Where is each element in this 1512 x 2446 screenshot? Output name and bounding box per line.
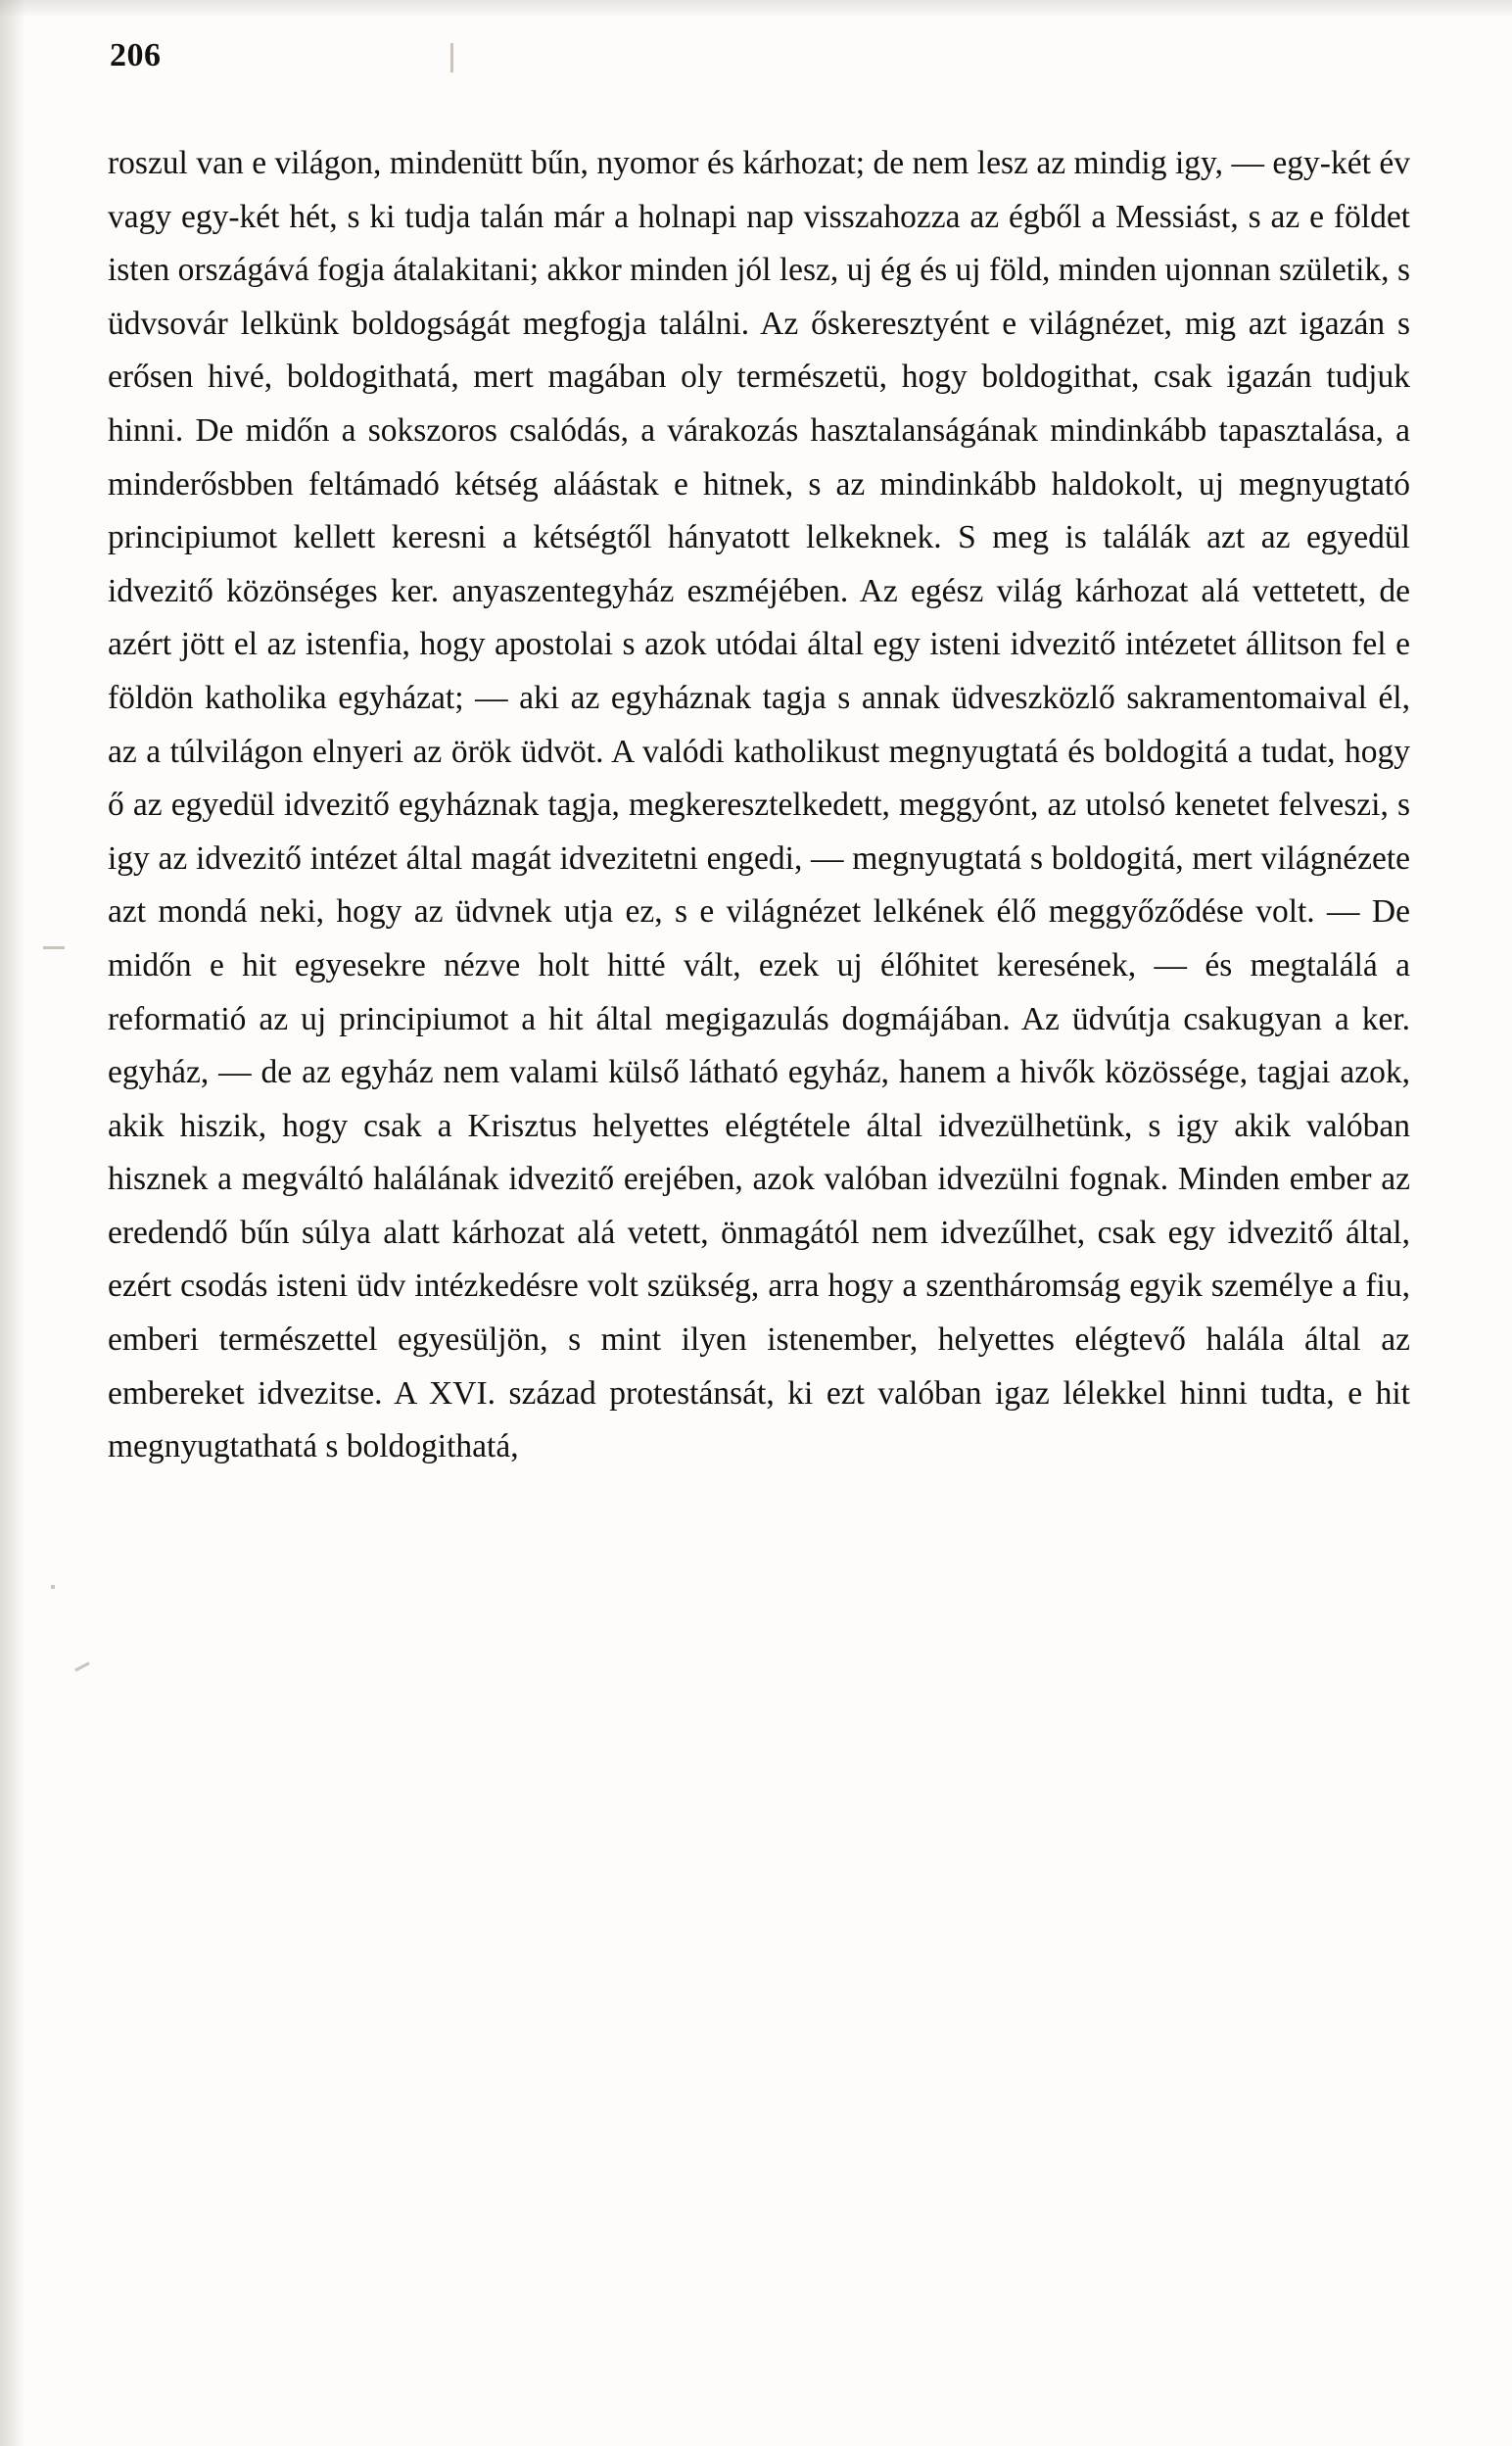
body-paragraph: roszul van e világon, mindenütt bűn, nyomor és kárhozat; de nem lesz az mindig igy, — egy-két év vagy egy-két hét, s ki tudja talán már a holnapi nap visszahozza az égből a Messiást, s az e földet isten országává fogja átalakitani; akkor minden jól lesz, uj ég és uj föld, minden ujonnan születik, s üdvsovár lelkünk boldogságát megfogja találni. Az őskeresztyént e világnézet, mig azt igazán s erősen hivé, boldogithatá, mert magában oly természetü, hogy boldogithat, csak igazán tudjuk hinni. De midőn a sokszoros csalódás, a várakozás hasztalanságának mindinkább tapasztalása, a minderősbben feltámadó kétség aláástak e hitnek, s az mindinkább haldokolt, uj megnyugtató principiumot kellett keresni a kétségtől hányatott lelkeknek. S meg is találák azt az egyedül idvezitő közönséges ker. anyaszentegyház eszméjében. Az egész világ kárhozat alá vettetett, de azért jött el az istenfia, hogy apostolai s azok utódai által egy isteni idvezitő intézetet állitson fel e földön katholika egyházat; — aki az egyháznak tagja s annak üdveszközlő sakramentomaival él, az a túlvilágon elnyeri az örök üdvöt. A valódi katholikust megnyugtatá és boldogitá a tudat, hogy ő az egyedül idvezitő egyháznak tagja, megkeresztelkedett, meggyónt, az utolsó kenetet felveszi, s igy az idvezitő intézet által magát idvezitetni engedi, — megnyugtatá s boldogitá, mert világnézete azt mondá neki, hogy az üdvnek utja ez, s e világnézet lelkének élő meggyőződése volt. — De midőn e hit egyesekre nézve holt hitté vált, ezek uj élőhitet keresének, — és megtalálá a reformatió az uj principiumot a hit által megigazulás dogmájában. Az üdvútja csakugyan a ker. egyház, — de az egyház nem valami külső látható egyház, hanem a hivők közössége, tagjai azok, akik hiszik, hogy csak a Krisztus helyettes elégtétele által idvezülhetünk, s igy akik valóban hisznek a megváltó halálának idvezitő erejében, azok valóban idvezülni fognak. Minden ember az eredendő bűn súlya alatt kárhozat alá vetett, önmagától nem idvezűlhet, csak egy idvezitő által, ezért csodás isteni üdv intézkedésre volt szükség, arra hogy a szentháromság egyik személye a fiu, emberi természettel egyesüljön, s mint ilyen istenember, helyettes elégtevő halála által az embereket idvezitse. A XVI. század protestánsát, ki ezt valóban igaz lélekkel hinni tudta, e hit megnyugtathatá s boldogithatá, (108, 145, 1410, 1465)
page-number: 206 (110, 37, 162, 73)
margin-speckle (51, 1585, 55, 1589)
margin-speckle (74, 1661, 90, 1671)
page-edge-shadow-left (0, 0, 25, 2446)
page-edge-shadow-top (0, 0, 1512, 18)
page-body-text (108, 137, 1410, 1474)
margin-speckle (43, 946, 65, 949)
margin-speckle (450, 43, 453, 72)
